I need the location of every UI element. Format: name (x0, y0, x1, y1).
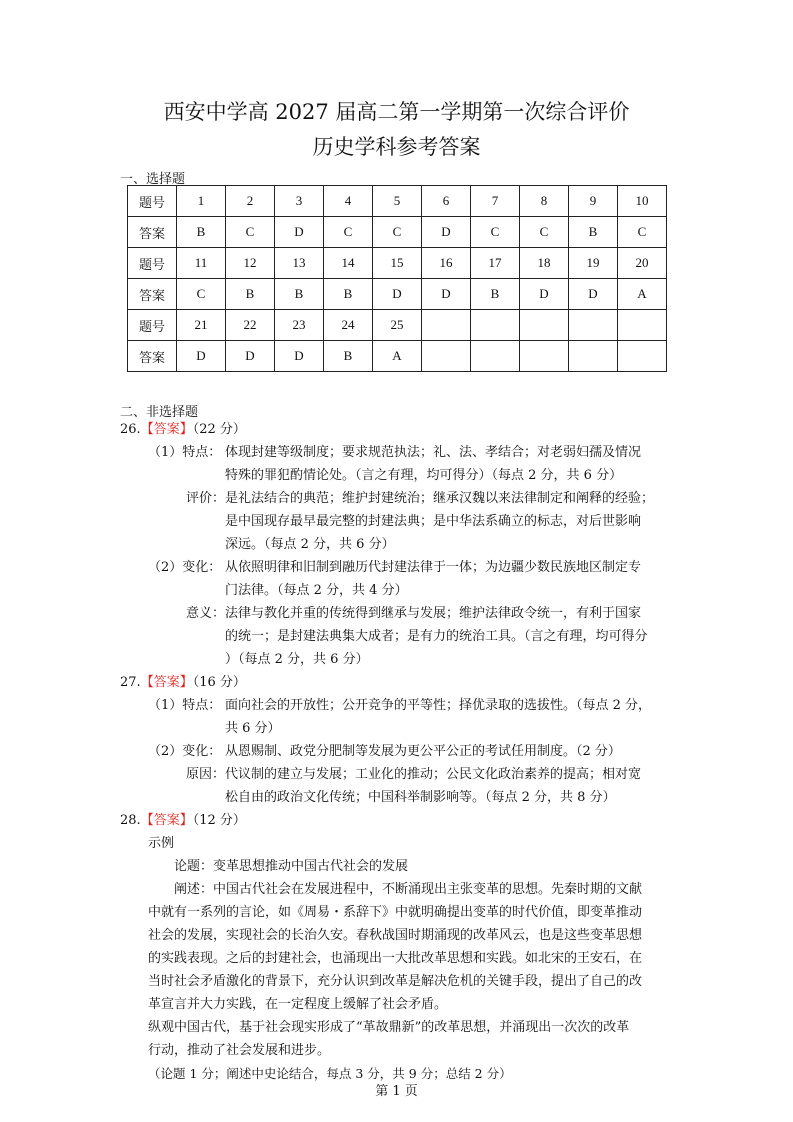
question-number-cell: 18 (520, 248, 569, 279)
answer-table (127, 185, 667, 372)
q27-p3-label: 原因： (186, 767, 226, 782)
question-number-cell: 14 (324, 248, 373, 279)
question-number-cell: 5 (373, 186, 422, 217)
answer-cell: C (373, 217, 422, 248)
question-number-cell: 13 (275, 248, 324, 279)
question-row (128, 310, 667, 341)
q26-p1-line: 体现封建等级制度；要求规范执法；礼、法、孝结合；对老弱妇孺及情况 (225, 445, 642, 460)
answer-cell: C (177, 279, 226, 310)
q28-header (120, 809, 246, 832)
question-number-cell: 21 (177, 310, 226, 341)
answer-cell: D (422, 279, 471, 310)
q27-p1-line: 共 6 分） (225, 721, 281, 736)
q27-score: （16 分） (192, 675, 246, 690)
q28-thesis: 论题：变革思想推动中国古代社会的发展 (174, 859, 409, 874)
answer-cell (471, 341, 520, 372)
q28-body-line: 革宣言并大力实践，在一定程度上缓解了社会矛盾。 (148, 997, 448, 1012)
q26-p2-label: 评价： (186, 491, 226, 506)
q28-score: （12 分） (192, 813, 246, 828)
q27-p3-line: 代议制的建立与发展；工业化的推动；公民文化政治素养的提高；相对宽 (225, 767, 642, 782)
q28-body-line: 行动，推动了社会发展和进步。 (148, 1043, 331, 1058)
answer-cell: D (373, 279, 422, 310)
q26-score: （22 分） (192, 422, 246, 437)
answer-cell: C (520, 217, 569, 248)
q28-body-line: 的实践表现。之后的封建社会，也涌现出一大批改革思想和实践。如北宋的王安石，在 (148, 951, 643, 966)
q27-p2-label: （2）变化： (148, 744, 222, 759)
q26-p4-label: 意义： (186, 606, 226, 621)
question-number-cell: 8 (520, 186, 569, 217)
answer-cell: B (471, 279, 520, 310)
q28-body-line: 阐述：中国古代社会在发展进程中，不断涌现出主张变革的思想。先秦时期的文献 (174, 882, 643, 897)
question-number-cell (618, 310, 667, 341)
question-number-cell: 25 (373, 310, 422, 341)
question-number-cell (569, 310, 618, 341)
answer-cell: C (324, 217, 373, 248)
q26-p3-label: （2）变化： (148, 560, 222, 575)
answer-cell: B (226, 279, 275, 310)
answer-row (128, 341, 667, 372)
question-number-cell (422, 310, 471, 341)
question-number-cell: 22 (226, 310, 275, 341)
question-number-cell: 16 (422, 248, 471, 279)
row-label-answer: 答案 (128, 341, 177, 372)
answer-cell: B (324, 341, 373, 372)
q26-p1-line: 特殊的罪犯酌情论处。（言之有理，均可得分）（每点 2 分，共 6 分） (225, 468, 623, 483)
answer-cell: B (324, 279, 373, 310)
q27-p1-label: （1）特点： (148, 698, 222, 713)
q28-body-line: 纵观中国古代，基于社会现实形成了“革故鼎新”的改革思想，并涌现出一次次的改革 (148, 1020, 630, 1035)
q28-number: 28. (120, 813, 141, 828)
answer-cell: B (177, 217, 226, 248)
q27-p3-line: 松自由的政治文化传统；中国科举制影响等。（每点 2 分，共 8 分） (225, 790, 616, 805)
answer-cell: D (226, 341, 275, 372)
row-label-answer: 答案 (128, 279, 177, 310)
q28-body-line: 当时社会矛盾激化的背景下，充分认识到改革是解决危机的关键手段，提出了自己的改 (148, 974, 643, 989)
q27-p2-line: 从恩赐制、政党分肥制等发展为更公平公正的考试任用制度。（2 分） (225, 744, 621, 759)
answer-cell: B (569, 217, 618, 248)
answer-cell: B (275, 279, 324, 310)
q26-p3-line: 从依照明律和旧制到融历代封建法律于一体；为边疆少数民族地区制定专 (225, 560, 642, 575)
page-title: 西安中学高 2027 届高二第一学期第一次综合评价 (163, 100, 630, 124)
q27-number: 27. (120, 675, 141, 690)
answer-cell: D (275, 341, 324, 372)
q26-p3-line: 门法律。（每点 2 分，共 4 分） (225, 583, 408, 598)
answer-cell (569, 341, 618, 372)
question-number-cell: 9 (569, 186, 618, 217)
answer-cell: A (373, 341, 422, 372)
answer-cell: D (569, 279, 618, 310)
q26-p2-line: 是中国现存最早最完整的封建法典；是中华法系确立的标志，对后世影响 (225, 514, 642, 529)
question-number-cell: 17 (471, 248, 520, 279)
row-label-question: 题号 (128, 186, 177, 217)
q26-header (120, 418, 246, 441)
answer-cell: D (275, 217, 324, 248)
q26-p4-line: 法律与教化并重的传统得到继承与发展；维护法律政令统一，有利于国家 (225, 606, 642, 621)
page-subtitle: 历史学科参考答案 (312, 135, 481, 159)
answer-cell (618, 341, 667, 372)
answer-row (128, 217, 667, 248)
row-label-answer: 答案 (128, 217, 177, 248)
question-number-cell: 4 (324, 186, 373, 217)
question-number-cell: 10 (618, 186, 667, 217)
q26-answer-tag: 【答案】 (140, 422, 193, 437)
answer-cell: C (226, 217, 275, 248)
q27-answer-tag: 【答案】 (140, 675, 193, 690)
answer-cell: D (520, 279, 569, 310)
question-number-cell: 24 (324, 310, 373, 341)
answer-cell: C (471, 217, 520, 248)
page-number: 第 1 页 (375, 1084, 418, 1099)
q28-scoring-note: （论题 1 分；阐述中史论结合，每点 3 分，共 9 分；总结 2 分） (148, 1066, 512, 1081)
row-label-question: 题号 (128, 310, 177, 341)
answer-row (128, 279, 667, 310)
question-number-cell: 15 (373, 248, 422, 279)
answer-cell: D (177, 341, 226, 372)
question-number-cell (520, 310, 569, 341)
section-choice-heading: 一、选择题 (120, 172, 186, 187)
question-number-cell: 3 (275, 186, 324, 217)
q28-example-label: 示例 (148, 836, 175, 851)
question-number-cell: 20 (618, 248, 667, 279)
answer-cell: C (618, 217, 667, 248)
question-number-cell: 7 (471, 186, 520, 217)
question-number-cell: 1 (177, 186, 226, 217)
answer-cell (422, 341, 471, 372)
q26-number: 26. (120, 422, 141, 437)
q28-body-line: 中就有一系列的言论，如《周易・系辞下》中就明确提出变革的时代价值，即变革推动 (148, 905, 643, 920)
section-nonchoice-heading: 二、非选择题 (120, 405, 199, 420)
answer-cell: D (422, 217, 471, 248)
q26-p4-line: ）（每点 2 分，共 6 分） (225, 652, 369, 667)
question-row (128, 248, 667, 279)
answer-cell: A (618, 279, 667, 310)
q26-p2-line: 是礼法结合的典范；维护封建统治；继承汉魏以来法律制定和阐释的经验； (225, 491, 655, 506)
question-number-cell: 19 (569, 248, 618, 279)
question-number-cell: 11 (177, 248, 226, 279)
q26-p1-label: （1）特点： (148, 445, 222, 460)
q26-p2-line: 深远。（每点 2 分，共 6 分） (225, 537, 395, 552)
q26-p4-line: 的统一；是封建法典集大成者；是有力的统治工具。（言之有理，均可得分 (225, 629, 648, 644)
q28-body-line: 社会的发展，实现社会的长治久安。春秋战国时期涌现的改革风云，也是这些变革思想 (148, 928, 643, 943)
question-number-cell (471, 310, 520, 341)
question-row (128, 186, 667, 217)
answer-cell (520, 341, 569, 372)
question-number-cell: 12 (226, 248, 275, 279)
question-number-cell: 2 (226, 186, 275, 217)
question-number-cell: 23 (275, 310, 324, 341)
q27-p1-line: 面向社会的开放性；公开竞争的平等性；择优录取的选拔性。（每点 2 分， (225, 698, 652, 713)
q27-header (120, 671, 246, 694)
row-label-question: 题号 (128, 248, 177, 279)
q28-answer-tag: 【答案】 (140, 813, 193, 828)
question-number-cell: 6 (422, 186, 471, 217)
